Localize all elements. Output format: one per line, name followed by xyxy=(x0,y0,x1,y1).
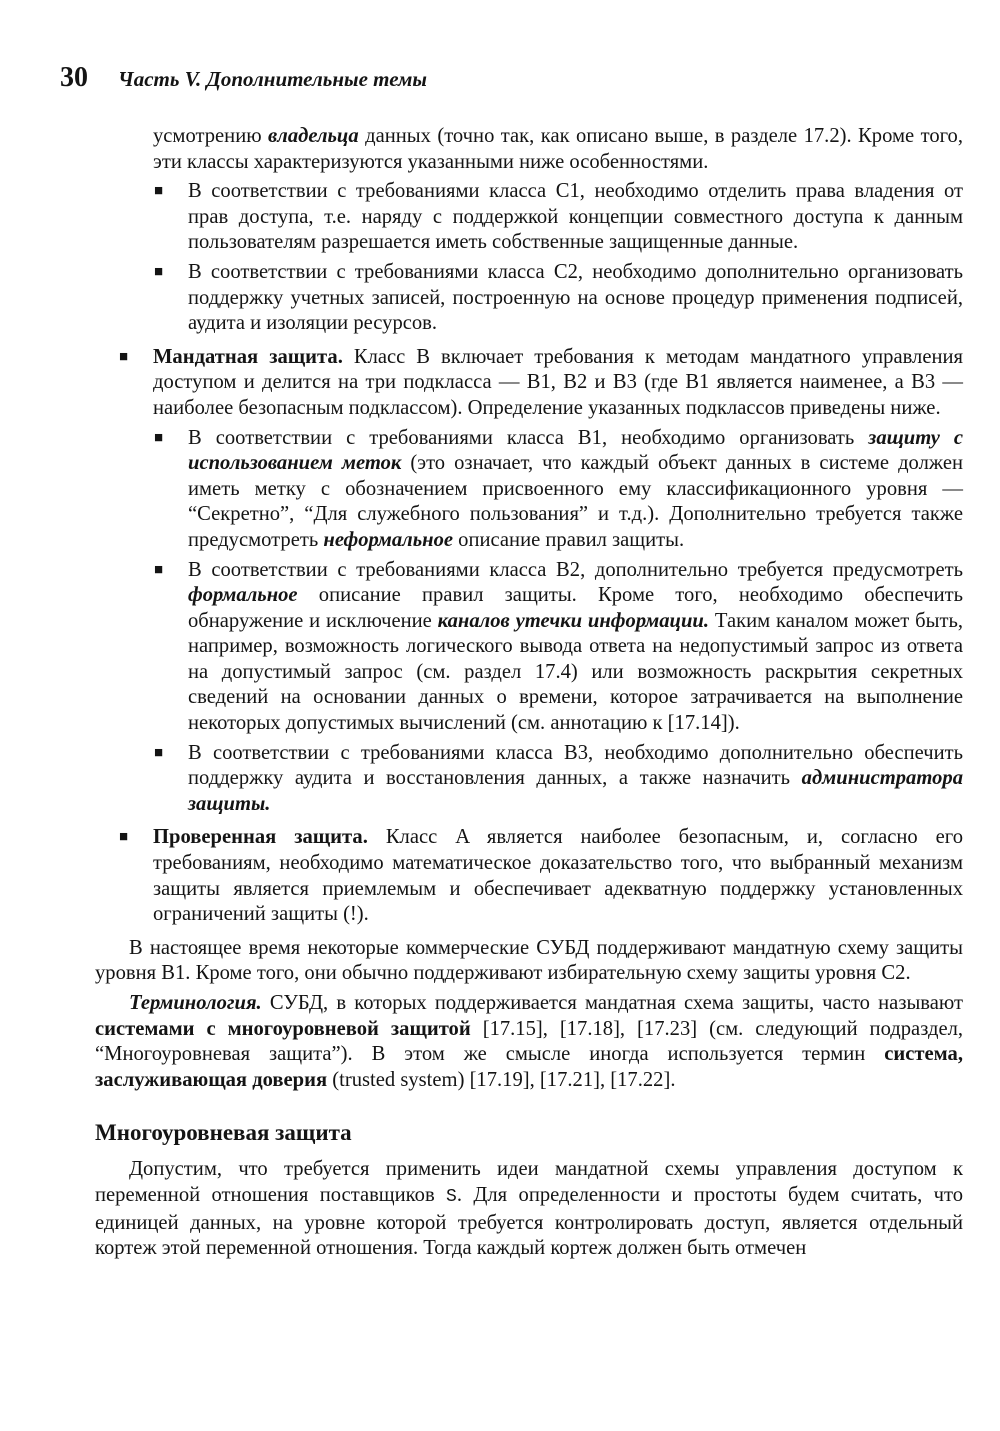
term-terminology: Терминология. xyxy=(129,992,262,1014)
list-item-class-b2: ■ В соответствии с требованиями класса B2, дополнительно требуется предусмотреть формальное описание правил защиты. Кроме того, необходимо обеспечить обнаружение и исключение каналов утечки информации. Таким каналом может быть, например, возможность логического вывода ответа на недопустимый запрос из ответа на допустимый запрос (см. раздел 17.4) или возможность раскрытия секретных сведений на основании данных о времени, которое затрачивается на выполнение некоторых допустимых вычислений (см. аннотацию к [17.14]). xyxy=(95,558,963,737)
paragraph-continuation: усмотрению владельца данных (точно так, как описано выше, в разделе 17.2). Кроме того, эти классы характеризуются указанными ниже особенностями. xyxy=(153,125,964,173)
list-item-class-c1: ■ В соответствии с требованиями класса C1, необходимо отделить права владения от прав доступа, т.е. наряду с поддержкой концепции совместного доступа к данным пользователям разрешается иметь собственные защищенные данные. xyxy=(95,179,963,256)
term-mandatory-protection: Мандатная защита. xyxy=(153,345,343,368)
emphasis-owner: владельца xyxy=(268,125,359,147)
running-title: Часть V. Дополнительные темы xyxy=(118,67,427,91)
emphasis-security-admin: администратора защиты. xyxy=(188,767,963,815)
term-trusted-system: система, заслуживающая доверия xyxy=(95,1043,963,1091)
emphasis-label-protection: защиту с использованием меток xyxy=(188,426,964,475)
list-item-class-b3: ■ В соответствии с требованиями класса B3, необходимо дополнительно обеспечить поддержку аудита и восстановления данных, а также назначить администратора защиты. xyxy=(95,741,963,818)
relvar-name: S xyxy=(446,1186,457,1207)
list-item-class-b1: ■ В соответствии с требованиями класса B1, необходимо организовать защиту с использованием меток (это означает, что каждый объект данных в системе должен иметь метку с обозначением присвоенного ему классификационного уровня — “Секретно”, “Для служебного пользования” и т.д.). Дополнительно требуется также предусмотреть неформальное описание правил защиты. xyxy=(95,426,963,554)
list-item-class-c2: ■ В соответствии с требованиями класса C2, необходимо дополнительно организовать поддержку учетных записей, построенную на основе процедур применения подписей, аудита и изоляции ресурсов. xyxy=(95,260,963,337)
page-number: 30 xyxy=(60,62,88,93)
term-verified-protection: Проверенная защита. xyxy=(153,826,368,849)
paragraph-multilevel-intro: Допустим, что требуется применить идеи мандатной схемы управления доступом к переменной отношения поставщиков S. Для определенности и простоты будем считать, что единицей данных, на уровне которой требуется контролировать доступ, является отдельный кортеж этой переменной отношения. Тогда каждый кортеж должен быть отмечен xyxy=(95,1158,963,1260)
emphasis-formal: формальное xyxy=(188,584,298,607)
term-multilevel-systems: системами с многоуровневой защитой xyxy=(95,1017,471,1040)
emphasis-informal: неформальное xyxy=(323,528,454,551)
paragraph-commercial-dbms: В настоящее время некоторые коммерческие СУБД поддерживают мандатную схему защиты уровня B1. Кроме того, они обычно поддерживают избирательную схему защиты уровня C2. xyxy=(95,936,963,985)
list-item-verified-protection: ■ Проверенная защита. Класс A является наиболее безопасным, и, согласно его требованиям, необходимо математическое доказательство того, что выбранный механизм защиты является приемлемым и обеспечивает адекватную поддержку установленных ограничений защиты (!). xyxy=(95,825,963,927)
paragraph-terminology: Терминология. СУБД, в которых поддерживается мандатная схема защиты, часто называют системами с многоуровневой защитой [17.15], [17.18], [17.23] (см. следующий подраздел, “Многоуровневая защита”). В этом же смысле иногда используется термин система, заслуживающая доверия (trusted system) [17.19], [17.21], [17.22]. xyxy=(95,992,964,1091)
body-text xyxy=(95,124,963,1262)
running-head xyxy=(60,62,427,94)
emphasis-covert-channels: каналов утечки информации. xyxy=(437,609,710,632)
list-item-mandatory-protection: ■ Мандатная защита. Класс B включает требования к методам мандатного управления доступом и делится на три подкласса — B1, B2 и B3 (где B1 является наименее, а B3 — наиболее безопасным подклассом). Определение указанных подклассов приведены ниже. xyxy=(95,345,963,422)
section-heading: Многоуровневая защита xyxy=(95,1120,352,1146)
